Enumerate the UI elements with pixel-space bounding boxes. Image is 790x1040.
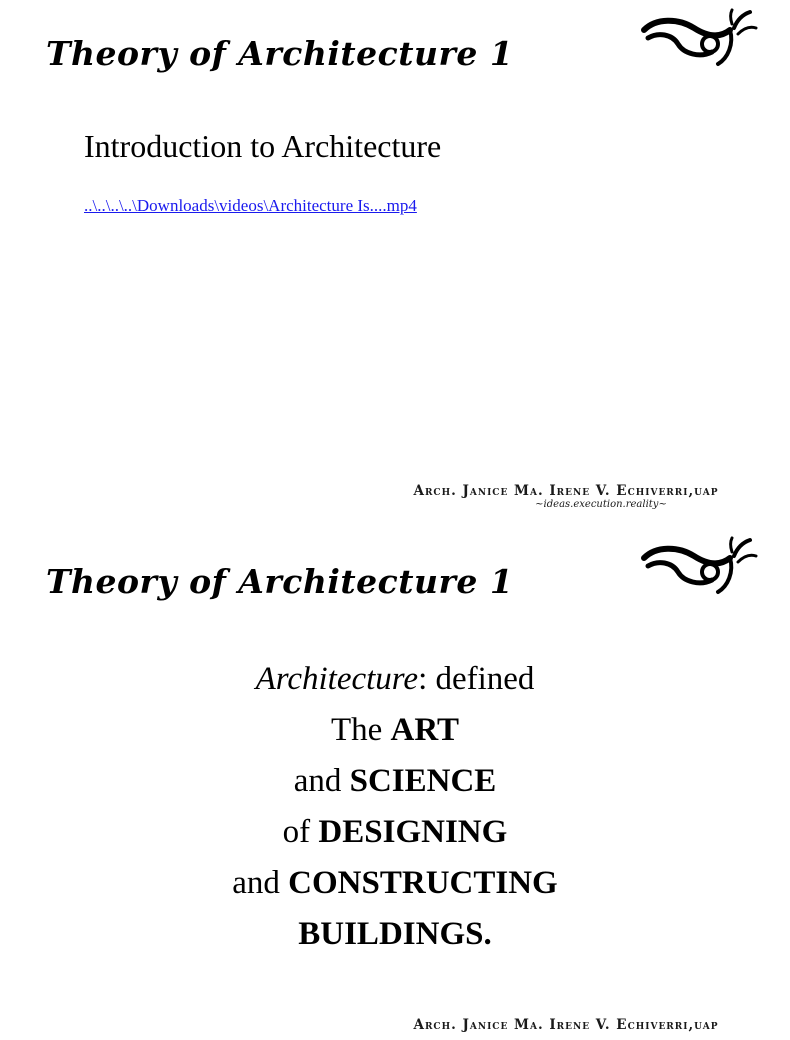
- slide-2: [0, 528, 768, 1040]
- definition-line-2: [0, 705, 790, 756]
- author-signature: [376, 484, 756, 511]
- flourish-ornament-icon: [638, 8, 758, 68]
- definition-line-1: [0, 654, 790, 705]
- definition-keyword-art: ART: [390, 712, 460, 748]
- definition-line-5: [0, 858, 790, 909]
- slide-title: Theory of Architecture 1: [46, 34, 514, 73]
- definition-line-3: [0, 756, 790, 807]
- slide-title: Theory of Architecture 1: [46, 562, 514, 601]
- definition-keyword-constructing: CONSTRUCTING: [288, 865, 558, 901]
- slide-1: [0, 0, 768, 512]
- definition-line-5-pre: and: [232, 865, 289, 901]
- definition-line-6: [0, 909, 790, 960]
- video-file-link[interactable]: ..\..\..\..\Downloads\videos\Architecture Is....mp4: [84, 196, 417, 215]
- flourish-ornament-icon: [638, 536, 758, 596]
- author-tagline: ~ideas.execution.reality~: [535, 499, 667, 510]
- definition-line-2-pre: The: [330, 712, 391, 748]
- author-name: Arch. Janice Ma. Irene V. Echiverri,uap: [413, 483, 719, 499]
- definition-line-4-pre: of: [282, 814, 319, 850]
- definition-keyword-designing: DESIGNING: [318, 814, 508, 850]
- architecture-definition: [0, 654, 790, 960]
- definition-line-1-rest: : defined: [418, 661, 535, 697]
- author-signature: [376, 1018, 756, 1033]
- author-name: Arch. Janice Ma. Irene V. Echiverri,uap: [413, 1017, 719, 1033]
- definition-keyword-science: SCIENCE: [349, 763, 497, 799]
- definition-line-4: [0, 807, 790, 858]
- definition-term: Architecture: [255, 661, 419, 697]
- definition-keyword-buildings: BUILDINGS.: [298, 916, 492, 952]
- slide-subtitle: Introduction to Architecture: [84, 128, 442, 164]
- definition-line-3-pre: and: [293, 763, 350, 799]
